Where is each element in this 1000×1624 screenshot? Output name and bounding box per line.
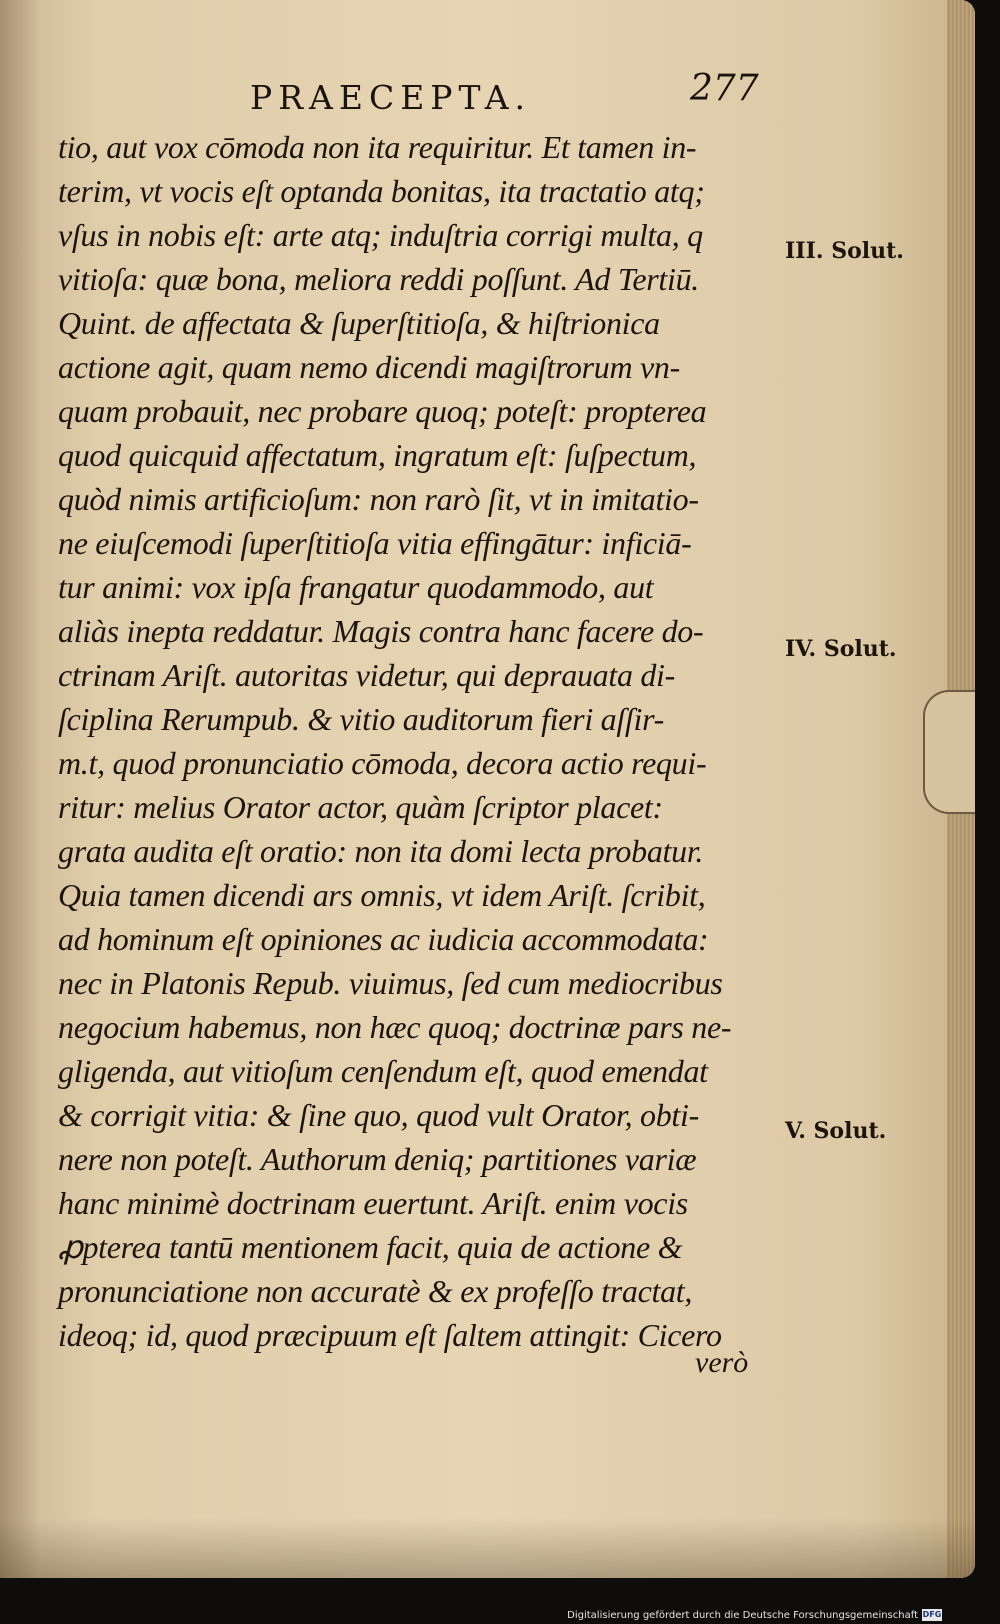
text-line: negocium habemus, non hæc quoq; doctrinæ pars ne-: [58, 1009, 732, 1045]
gutter-shadow: [0, 0, 40, 1578]
text-line: ideoq; id, quod præcipuum eſt ſaltem attingit: Cicero: [58, 1317, 722, 1353]
text-line: ctrinam Ariſt. autoritas videtur, qui deprauata di-: [58, 657, 675, 693]
page-number: 277: [690, 68, 759, 109]
running-head: PRAECEPTA.: [250, 78, 532, 117]
margin-note-v-solut: V. Solut.: [785, 1118, 887, 1144]
text-line: quod quicquid affectatum, ingratum eſt: ſuſpectum,: [58, 437, 697, 473]
text-line: m.t, quod pronunciatio cōmoda, decora actio requi-: [58, 745, 707, 781]
digitization-footer: [0, 1588, 1000, 1624]
page-header: [240, 68, 760, 117]
main-text-block: [58, 125, 778, 1357]
text-line: ſciplina Rerumpub. & vitio auditorum fieri aſſir-: [58, 701, 664, 737]
margin-note-iv-solut: IV. Solut.: [785, 636, 897, 662]
text-line: terim, vt vocis eſt optanda bonitas, ita tractatio atq;: [58, 173, 705, 209]
text-line: gligenda, aut vitioſum cenſendum eſt, quod emendat: [58, 1053, 708, 1089]
text-line: vitioſa: quæ bona, meliora reddi poſſunt. Ad Tertiū.: [58, 261, 700, 297]
text-line: quòd nimis artificioſum: non rarò ſit, vt in imitatio-: [58, 481, 699, 517]
text-line: tur animi: vox ipſa frangatur quodammodo, aut: [58, 569, 654, 605]
page-tab: [923, 690, 975, 814]
page-bottom-shadow: [0, 1518, 975, 1578]
text-line: Quint. de affectata & ſuperſtitioſa, & hiſtrionica: [58, 305, 660, 341]
margin-note-iii-solut: III. Solut.: [785, 238, 904, 264]
text-line: nere non poteſt. Authorum deniq; partitiones variæ: [58, 1141, 697, 1177]
text-line: grata audita eſt oratio: non ita domi lecta probatur.: [58, 833, 704, 869]
dfg-logo-icon: DFG: [922, 1610, 942, 1619]
text-line: aliàs inepta reddatur. Magis contra hanc facere do-: [58, 613, 704, 649]
text-line: pronunciatione non accuratè & ex profeſſo tractat,: [58, 1273, 693, 1309]
text-line: vſus in nobis eſt: arte atq; induſtria corrigi multa, q: [58, 217, 703, 253]
catchword: verò: [695, 1346, 749, 1379]
text-line: quam probauit, nec probare quoq; poteſt: propterea: [58, 393, 707, 429]
text-line: nec in Platonis Repub. viuimus, ſed cum mediocribus: [58, 965, 723, 1001]
text-line: ꝓpterea tantū mentionem facit, quia de actione &: [58, 1229, 683, 1265]
text-line: ne eiuſcemodi ſuperſtitioſa vitia effingātur: inficiā-: [58, 525, 692, 561]
text-line: hanc minimè doctrinam euertunt. Ariſt. enim vocis: [58, 1185, 688, 1221]
text-line: Quia tamen dicendi ars omnis, vt idem Ariſt. ſcribit,: [58, 877, 706, 913]
text-line: ad hominum eſt opiniones ac iudicia accommodata:: [58, 921, 709, 957]
text-line: actione agit, quam nemo dicendi magiſtrorum vn-: [58, 349, 680, 385]
text-line: tio, aut vox cōmoda non ita requiritur. Et tamen in-: [58, 129, 697, 165]
text-line: & corrigit vitia: & ſine quo, quod vult Orator, obti-: [58, 1097, 699, 1133]
text-line: ritur: melius Orator actor, quàm ſcriptor placet:: [58, 789, 663, 825]
funding-credit: Digitalisierung gefördert durch die Deutsche Forschungsgemeinschaft: [567, 1610, 918, 1621]
